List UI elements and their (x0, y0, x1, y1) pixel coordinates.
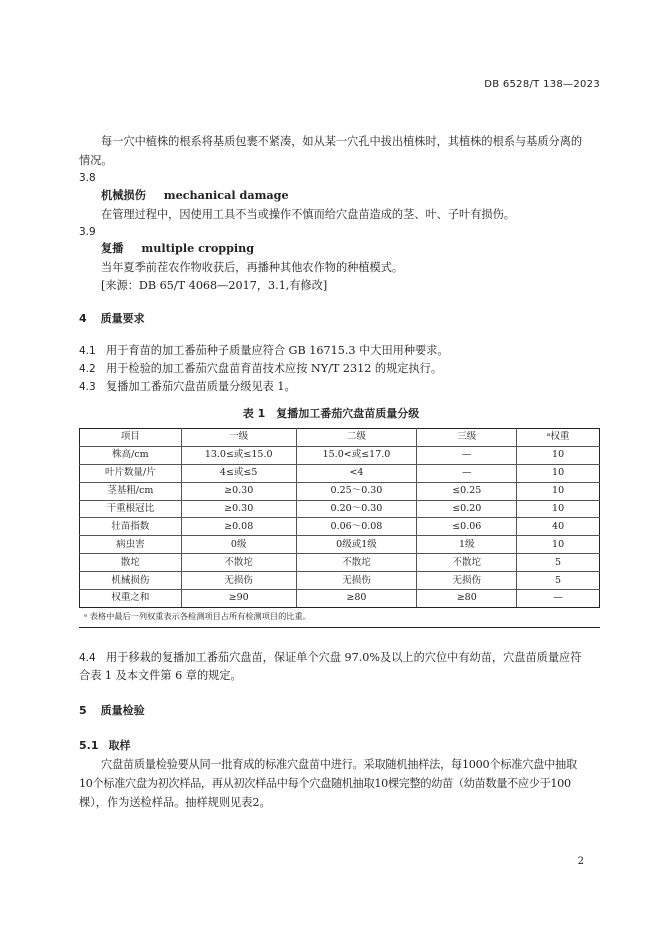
item-4-4-line-1: 用于移栽的复播加工番茄穴盘苗，保证单个穴盘 97.0%及以上的穴位中有幼苗，穴盘苗质量应符 (106, 651, 582, 664)
section-4-heading (79, 310, 145, 326)
header-cell: 一级 (181, 429, 296, 447)
item-4-3-text: 复播加工番茄穴盘苗质量分级见表 1。 (106, 380, 296, 393)
table-cell: 0.20～0.30 (296, 500, 417, 518)
table-row (80, 590, 600, 608)
section-3-9-source: [来源：DB 65/T 4068—2017，3.1,有修改] (101, 279, 328, 292)
term-cn: 机械损伤 (101, 189, 146, 202)
heading-number: 5.1 (79, 739, 99, 752)
header-cell: ᵃ权重 (517, 429, 600, 447)
table-cell: 10 (517, 464, 600, 482)
term-cn: 复播 (101, 242, 124, 255)
table-cell: — (517, 590, 600, 608)
table-cell: 不散坨 (181, 554, 296, 572)
table-cell: 15.0<或≤17.0 (296, 446, 417, 464)
table-cell: 4≤或≤5 (181, 464, 296, 482)
section-3-9-term (101, 239, 254, 258)
paragraph-3-7-line-2: 情况。 (79, 154, 113, 167)
table-cell: 茎基粗/cm (80, 482, 182, 500)
page-number: 2 (577, 856, 584, 867)
section-5-heading (79, 702, 145, 718)
paragraph-3-7-line-1: 每一穴中植株的根系将基质包裹不紧凑，如从某一穴孔中拔出植株时，其植株的根系与基质分离的 (101, 135, 583, 148)
section-3-8-term (101, 186, 289, 205)
item-4-4-number: 4.4 (79, 652, 96, 664)
table-cell: 5 (517, 572, 600, 590)
table-bottom-rule (79, 627, 600, 628)
table-cell: 10 (517, 500, 600, 518)
heading-number: 4 (79, 312, 87, 325)
section-5-1-heading (79, 737, 131, 753)
table-cell: ≥0.08 (181, 518, 296, 536)
table-cell: 1级 (417, 536, 517, 554)
item-4-1-number: 4.1 (79, 345, 96, 357)
item-4-3-number: 4.3 (79, 381, 96, 393)
table-cell: 13.0≤或≤15.0 (181, 446, 296, 464)
document-id: DB 6528/T 138—2023 (484, 79, 600, 90)
item-4-2-number: 4.2 (79, 363, 96, 375)
table-cell: 不散坨 (296, 554, 417, 572)
table-cell: ≥90 (181, 590, 296, 608)
table-row (80, 536, 600, 554)
table-cell: 0.25～0.30 (296, 482, 417, 500)
table-cell: — (417, 464, 517, 482)
term-en: mechanical damage (163, 188, 289, 202)
table-cell: ≤0.25 (417, 482, 517, 500)
section-3-8-number: 3.8 (79, 172, 96, 184)
table-cell: ≤0.06 (417, 518, 517, 536)
table-cell: 病虫害 (80, 536, 182, 554)
heading-title: 取样 (108, 739, 131, 752)
paragraph-5-1-line-1: 穴盘苗质量检验要从同一批育成的标准穴盘苗中进行。采取随机抽样法，每1000个标准穴盘中抽取 (101, 758, 577, 771)
heading-title: 质量要求 (100, 312, 145, 325)
table-cell: 10 (517, 446, 600, 464)
term-en: multiple cropping (141, 241, 255, 255)
table-cell: 0级或1级 (296, 536, 417, 554)
heading-number: 5 (79, 704, 87, 717)
table-cell: — (417, 446, 517, 464)
table-cell: 机械损伤 (80, 572, 182, 590)
table-cell: 散坨 (80, 554, 182, 572)
table-cell: 5 (517, 554, 600, 572)
header-cell: 二级 (296, 429, 417, 447)
table-cell: 10 (517, 482, 600, 500)
item-4-4-line-2: 合表 1 及本文件第 6 章的规定。 (79, 669, 242, 682)
table-cell: 不散坨 (417, 554, 517, 572)
table-cell: 干重根冠比 (80, 500, 182, 518)
table-title: 表 1 复播加工番茄穴盘苗质量分级 (242, 407, 420, 420)
table-cell: ≥80 (296, 590, 417, 608)
table-cell: 40 (517, 518, 600, 536)
table-cell: ≥0.30 (181, 482, 296, 500)
table-row (80, 500, 600, 518)
table-cell: 无损伤 (417, 572, 517, 590)
table-cell: 权重之和 (80, 590, 182, 608)
paragraph-5-1-line-2: 10个标准穴盘为初次样品，再从初次样品中每个穴盘随机抽取10棵完整的幼苗（幼苗数量不应少于100 (79, 777, 571, 790)
table-cell: 0.06～0.08 (296, 518, 417, 536)
heading-title: 质量检验 (100, 704, 145, 717)
table-cell: ≥80 (417, 590, 517, 608)
table-cell: <4 (296, 464, 417, 482)
item-4-1-text: 用于育苗的加工番茄种子质量应符合 GB 16715.3 中大田用种要求。 (106, 344, 449, 357)
table-cell: 10 (517, 536, 600, 554)
table-row (80, 482, 600, 500)
header-cell: 项目 (80, 429, 182, 447)
table-row (80, 554, 600, 572)
table-cell: 无损伤 (296, 572, 417, 590)
table-row (80, 518, 600, 536)
table-cell: ≥0.30 (181, 500, 296, 518)
table-cell: 株高/cm (80, 446, 182, 464)
table-row (80, 464, 600, 482)
section-3-9-definition: 当年夏季前茬农作物收获后，再播种其他农作物的种植模式。 (101, 261, 404, 274)
item-4-2-text: 用于检验的加工番茄穴盘苗育苗技术应按 NY/T 2312 的规定执行。 (106, 362, 443, 375)
table-cell: 壮苗指数 (80, 518, 182, 536)
quality-grade-table (79, 428, 600, 608)
table-cell: ≤0.20 (417, 500, 517, 518)
table-footnote: ᵃ 表格中最后一列权重表示各检测项目占所有检测项目的比重。 (84, 611, 311, 621)
section-3-9-number: 3.9 (79, 226, 96, 238)
table-cell: 0级 (181, 536, 296, 554)
section-3-8-definition: 在管理过程中，因使用工具不当或操作不慎而给穴盘苗造成的茎、叶、子叶有损伤。 (101, 208, 515, 221)
table-row (80, 446, 600, 464)
paragraph-5-1-line-3: 棵），作为送检样品。抽样规则见表2。 (79, 796, 271, 809)
header-cell: 三级 (417, 429, 517, 447)
table-cell: 无损伤 (181, 572, 296, 590)
table-row (80, 572, 600, 590)
table-header-row (80, 429, 600, 447)
table-cell: 叶片数量/片 (80, 464, 182, 482)
